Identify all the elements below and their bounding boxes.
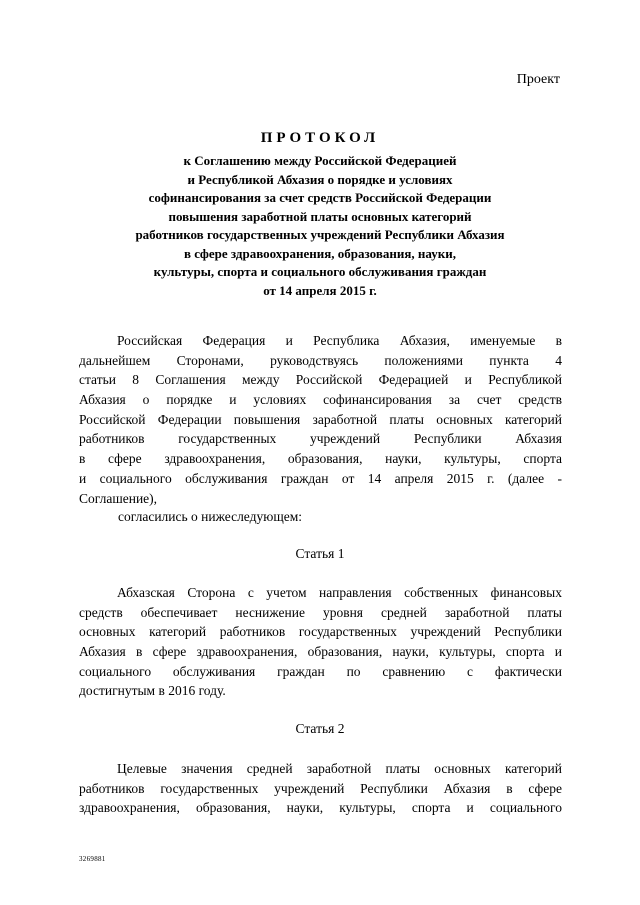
paragraph-line: Абхазия в сфере здравоохранения, образования, науки, культуры, спорта и xyxy=(79,644,562,660)
paragraph-line: Соглашение), xyxy=(79,490,158,506)
article-2-heading: Статья 2 xyxy=(295,721,345,736)
paragraph-line: Абхазская Сторона с учетом направления собственных финансовых xyxy=(117,585,562,600)
paragraph-line: средств обеспечивает неснижение уровня средней заработной платы xyxy=(79,604,562,620)
paragraph-line: основных категорий работников государственных учреждений Республики xyxy=(79,624,562,640)
paragraph-line: социального обслуживания граждан по сравнению с фактически xyxy=(79,663,562,679)
subtitle-line: работников государственных учреждений Республики Абхазия xyxy=(135,227,505,242)
subtitle-line: повышения заработной платы основных категорий xyxy=(168,208,472,224)
subtitle-line: от 14 апреля 2015 г. xyxy=(263,282,377,298)
article-2-paragraph xyxy=(79,759,562,818)
subtitle-line: культуры, спорта и социального обслуживания граждан xyxy=(153,264,487,279)
document-number: 3269881 xyxy=(79,855,106,863)
paragraph-line: достигнутым в 2016 году. xyxy=(79,683,226,699)
paragraph-line: статьи 8 Соглашения между Российской Федерацией и Республикой xyxy=(79,372,562,388)
paragraph-line: работников государственных учреждений Республики Абхазия xyxy=(79,431,562,447)
paragraph-line: дальнейшем Сторонами, руководствуясь положениями пункта 4 xyxy=(79,352,562,368)
paragraph-line: Целевые значения средней заработной платы основных категорий xyxy=(117,761,562,776)
article-1-heading: Статья 1 xyxy=(295,546,345,561)
paragraph-line: в сфере здравоохранения, образования, науки, культуры, спорта xyxy=(79,451,562,467)
paragraph-line: Российской Федерации повышения заработной платы основных категорий xyxy=(79,411,562,427)
document-subtitle xyxy=(100,152,540,300)
paragraph-line: Российская Федерация и Республика Абхазия, именуемые в xyxy=(117,333,562,348)
paragraph-line: Абхазия о порядке и условиях софинансирования за счет средств xyxy=(79,392,562,408)
preamble-paragraph xyxy=(79,331,562,508)
agreement-line: согласились о нижеследующем: xyxy=(118,509,303,524)
subtitle-line: и Республикой Абхазия о порядке и условиях xyxy=(187,171,453,187)
subtitle-line: в сфере здравоохранения, образования, науки, xyxy=(184,245,456,261)
article-1-paragraph xyxy=(79,583,562,701)
draft-status-label: Проект xyxy=(516,72,560,87)
subtitle-line: к Соглашению между Российской Федерацией xyxy=(183,153,457,168)
paragraph-line: работников государственных учреждений Республики Абхазия в сфере xyxy=(79,780,562,796)
document-title: ПРОТОКОЛ xyxy=(260,130,380,146)
subtitle-line: софинансирования за счет средств Российской Федерации xyxy=(148,190,492,205)
paragraph-line: здравоохранения, образования, науки, культуры, спорта и социального xyxy=(79,800,562,816)
paragraph-line: и социального обслуживания граждан от 14 апреля 2015 г. (далее - xyxy=(79,470,562,486)
